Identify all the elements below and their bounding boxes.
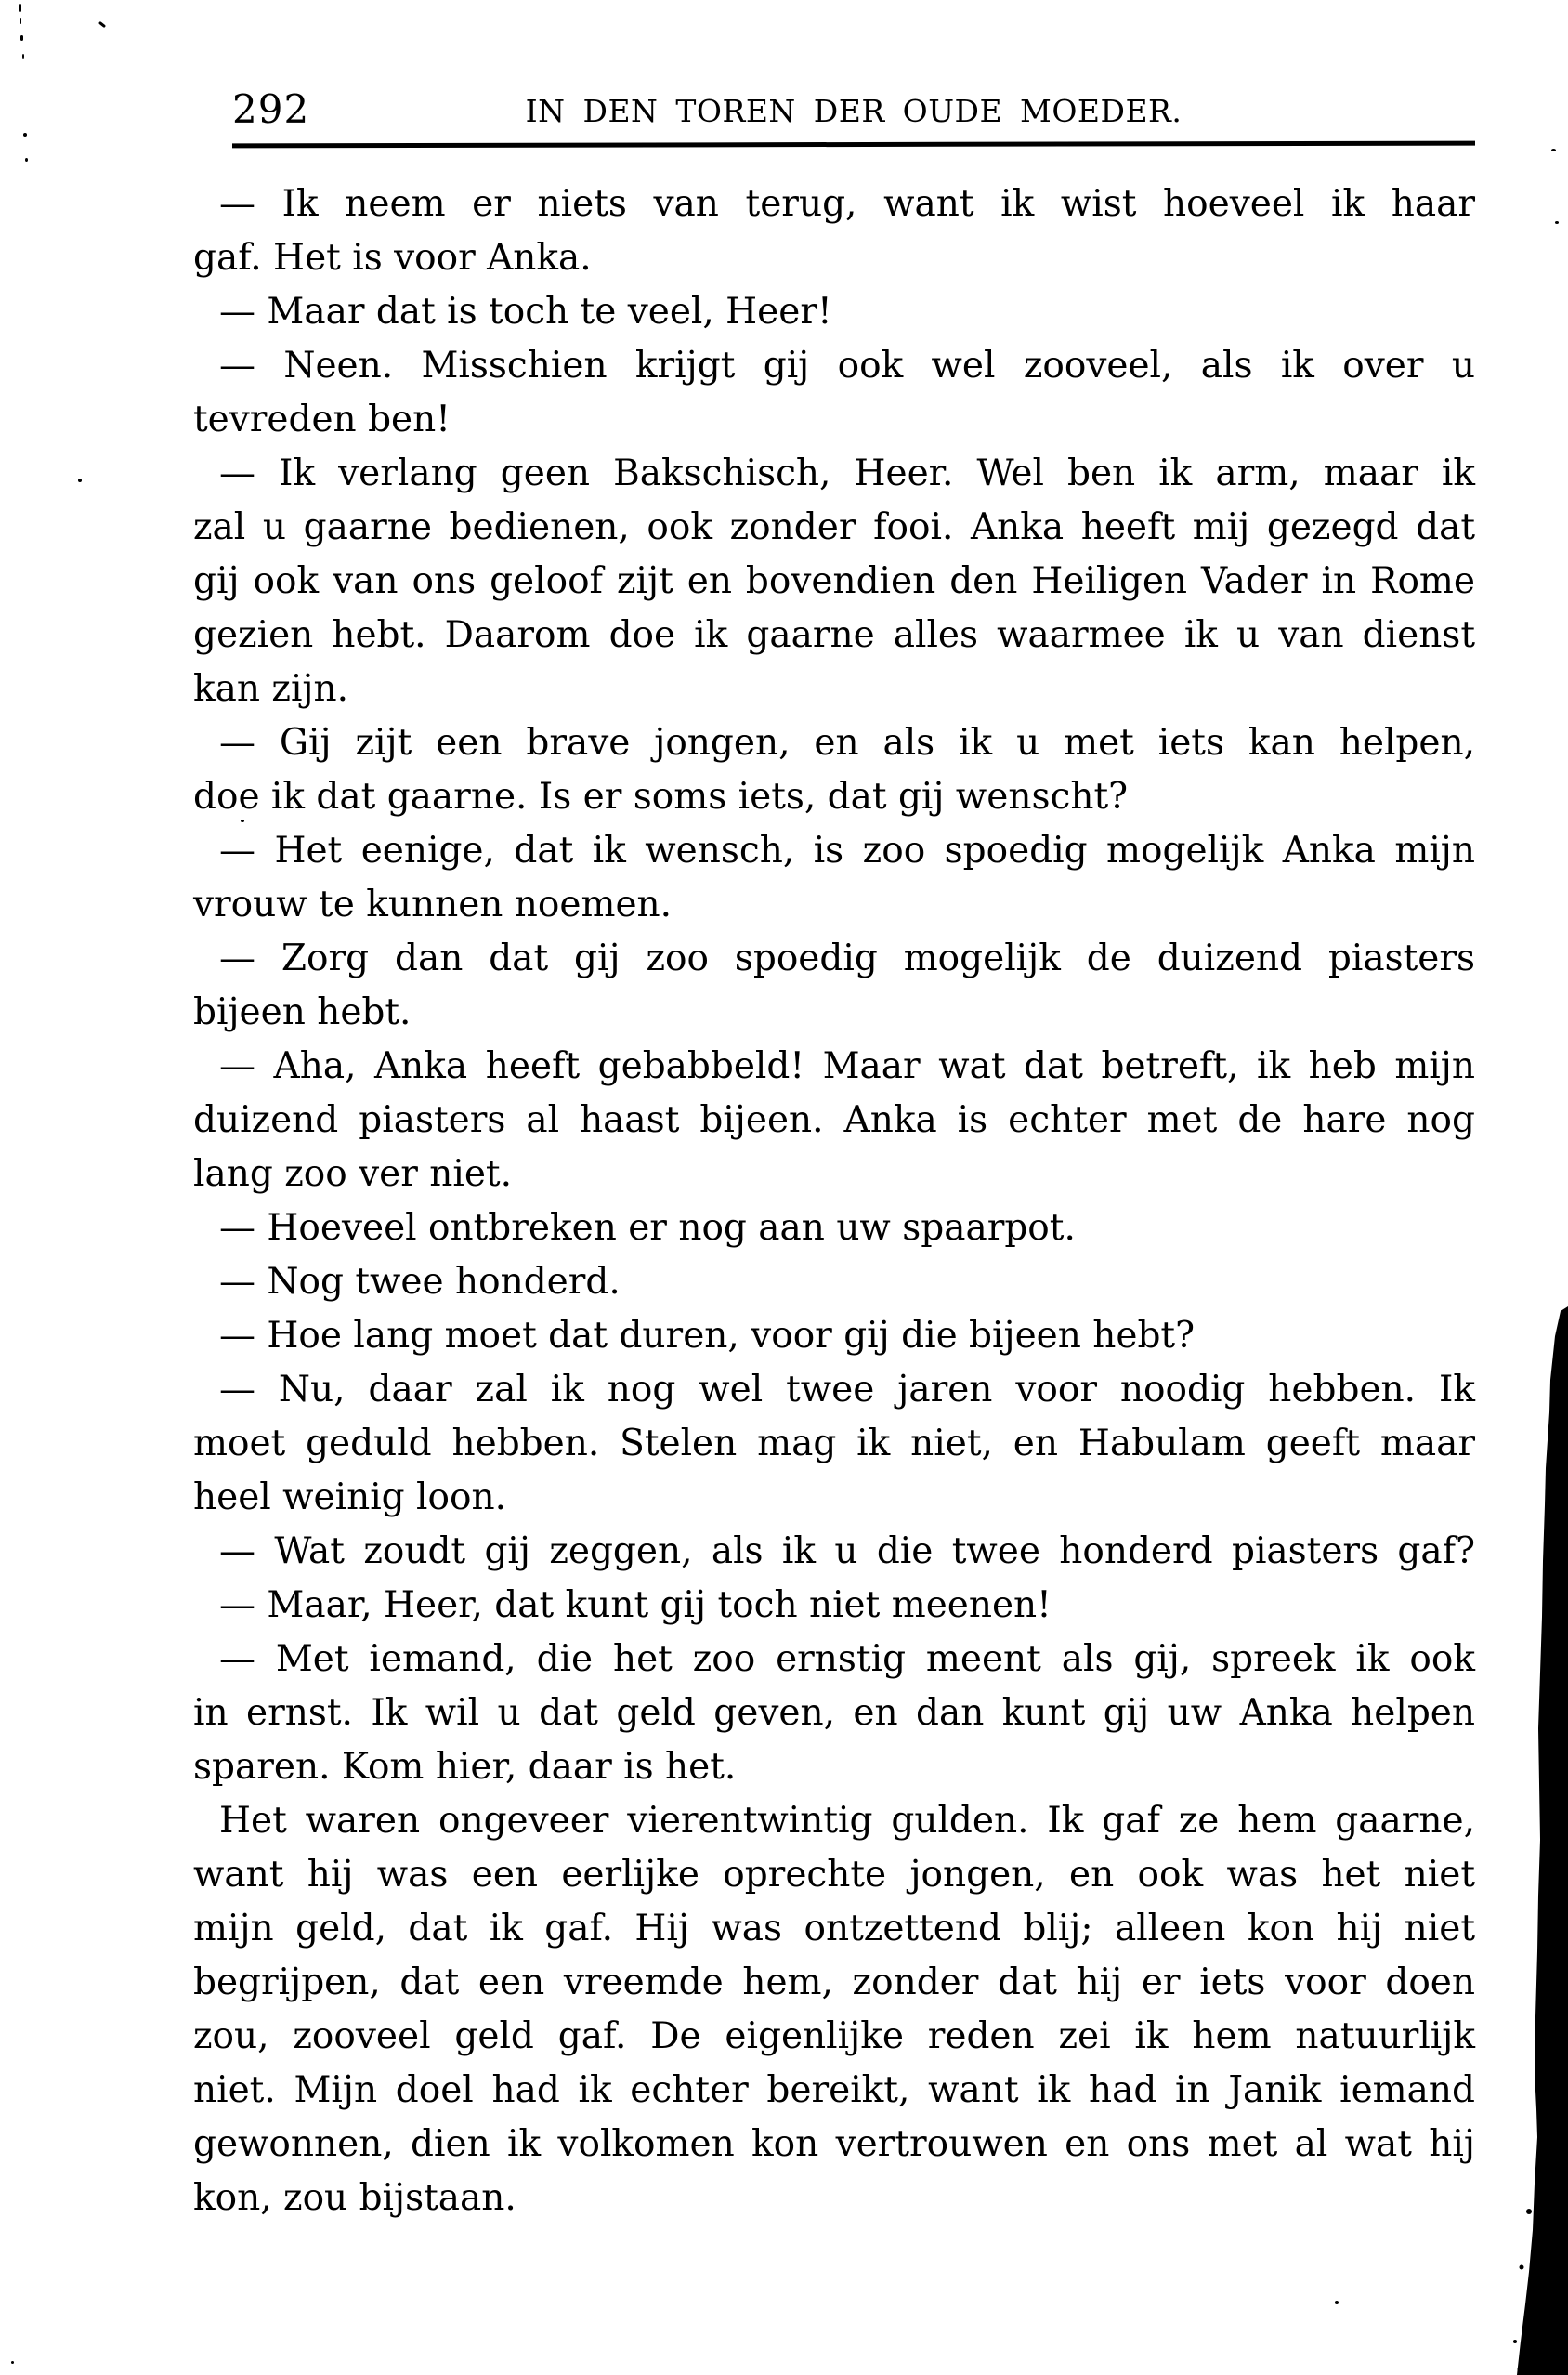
text-line: — Wat zoudt gij zeggen, als ik u die twee honderd piasters gaf? — [219, 1530, 1475, 1572]
text-line: gaf. Het is voor Anka. — [193, 237, 592, 279]
text-line: zou, zooveel geld gaf. De eigenlijke reden zei ik hem natuurlijk — [193, 2015, 1475, 2057]
text-line: vrouw te kunnen noemen. — [193, 884, 673, 925]
text-line: moet geduld hebben. Stelen mag ik niet, en Habulam geeft maar — [193, 1423, 1475, 1464]
text-line: duizend piasters al haast bijeen. Anka is echter met de hare nog — [193, 1099, 1475, 1141]
text-line: tevreden ben! — [193, 399, 451, 440]
text-line: doe ik dat gaarne. Is er soms iets, dat gij wenscht? — [193, 776, 1129, 818]
text-line: gij ook van ons geloof zijt en bovendien den Heiligen Vader in Rome — [193, 560, 1475, 602]
page-number: 292 — [232, 86, 310, 132]
text-line: zal u gaarne bedienen, ook zonder fooi. Anka heeft mij gezegd dat — [193, 506, 1475, 548]
scan-speck — [20, 35, 23, 41]
scan-speck — [11, 2361, 14, 2364]
scan-speck — [20, 18, 21, 24]
text-line: — Maar dat is toch te veel, Heer! — [219, 291, 832, 333]
text-line: mijn geld, dat ik gaf. Hij was ontzettend blij; alleen kon hij niet — [193, 1908, 1475, 1949]
scan-speck — [19, 4, 21, 12]
text-line: — Zorg dan dat gij zoo spoedig mogelijk de duizend piasters — [219, 938, 1475, 979]
text-line: want hij was een eerlijke oprechte jongen, en ook was het niet — [193, 1854, 1475, 1896]
scan-artifact-right-edge — [1512, 1301, 1568, 2375]
scan-speck — [1555, 221, 1559, 224]
text-line: begrijpen, dat een vreemde hem, zonder dat hij er iets voor doen — [193, 1962, 1475, 2003]
scan-speck — [22, 54, 24, 59]
scan-speck — [1335, 2301, 1339, 2304]
text-line: — Hoeveel ontbreken er nog aan uw spaarpot. — [219, 1207, 1076, 1249]
text-line: niet. Mijn doel had ik echter bereikt, want ik had in Janik iemand — [193, 2069, 1475, 2111]
running-title: IN DEN TOREN DER OUDE MOEDER. — [525, 93, 1183, 129]
text-line: — Aha, Anka heeft gebabbeld! Maar wat dat betreft, ik heb mijn — [219, 1045, 1475, 1087]
text-line: — Nog twee honderd. — [219, 1261, 621, 1303]
text-line: sparen. Kom hier, daar is het. — [193, 1746, 737, 1788]
text-line: — Het eenige, dat ik wensch, is zoo spoedig mogelijk Anka mijn — [219, 830, 1475, 872]
text-line: kon, zou bijstaan. — [193, 2177, 516, 2219]
text-block — [193, 177, 1475, 2225]
scan-speck — [25, 158, 28, 162]
text-line: heel weinig loon. — [193, 1476, 506, 1518]
text-line: kan zijn. — [193, 668, 349, 710]
text-line: in ernst. Ik wil u dat geld geven, en dan kunt gij uw Anka helpen — [193, 1692, 1475, 1734]
header-rule — [232, 141, 1475, 149]
scan-speck — [1551, 149, 1556, 151]
text-line: — Ik verlang geen Bakschisch, Heer. Wel ben ik arm, maar ik — [219, 453, 1475, 494]
text-line: — Neen. Misschien krijgt gij ook wel zooveel, als ik over u — [219, 345, 1475, 387]
text-line: — Maar, Heer, dat kunt gij toch niet meenen! — [219, 1584, 1052, 1626]
text-line: gewonnen, dien ik volkomen kon vertrouwen en ons met al wat hij — [193, 2123, 1475, 2165]
text-line: — Nu, daar zal ik nog wel twee jaren voor noodig hebben. Ik — [219, 1369, 1475, 1411]
scan-speck — [23, 133, 27, 137]
text-line: — Hoe lang moet dat duren, voor gij die bijeen hebt? — [219, 1315, 1196, 1357]
scan-speck — [98, 21, 106, 28]
text-line: — Ik neem er niets van terug, want ik wist hoeveel ik haar — [219, 183, 1475, 225]
text-line: — Gij zijt een brave jongen, en als ik u met iets kan helpen, — [219, 722, 1475, 764]
text-line: gezien hebt. Daarom doe ik gaarne alles waarmee ik u van dienst — [193, 614, 1475, 656]
text-line: lang zoo ver niet. — [193, 1153, 513, 1195]
text-line: — Met iemand, die het zoo ernstig meent als gij, spreek ik ook — [219, 1638, 1475, 1680]
scan-speck — [78, 479, 82, 482]
scan-speck — [241, 820, 244, 822]
text-line: bijeen hebt. — [193, 991, 412, 1033]
text-line: Het waren ongeveer vierentwintig gulden. Ik gaf ze hem gaarne, — [219, 1800, 1475, 1842]
